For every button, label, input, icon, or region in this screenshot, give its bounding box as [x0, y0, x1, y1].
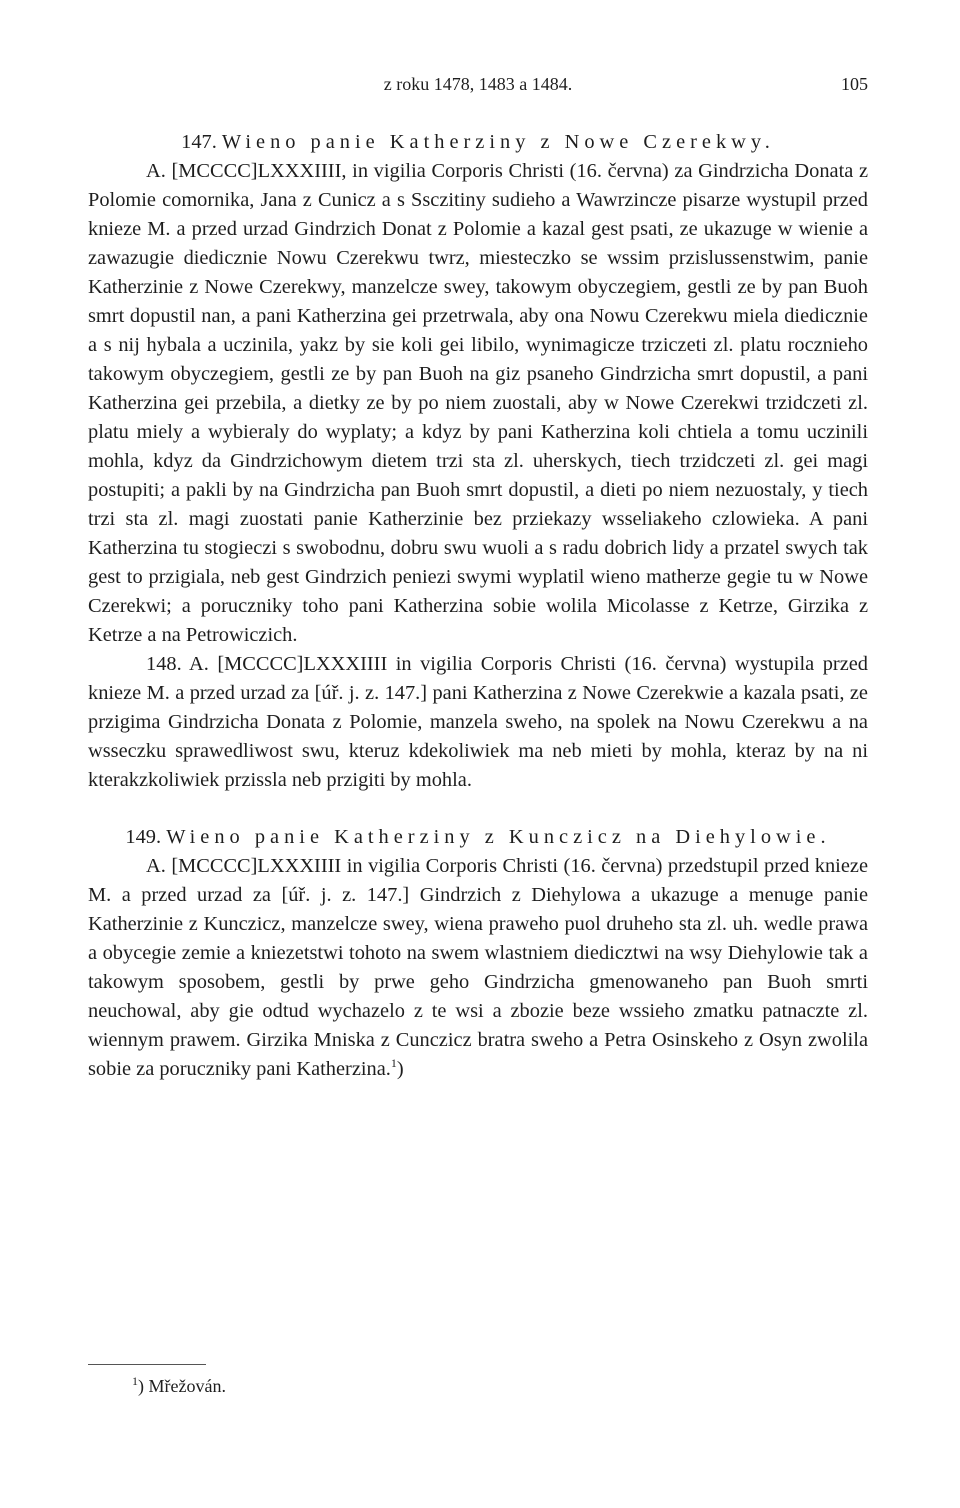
page-number: 105 [841, 74, 868, 94]
footnote-mark: 1 [132, 1374, 138, 1388]
entry-149-text: A. [MCCCC]LXXXIIII in vigilia Corporis Christi (16. června) przedstupil przed knieze M. a przed urzad za [úř. j. z. 147.] Gindrzich z Diehylowa a ukazuge a menuge panie Katherzinie z Kunczicz, manzelcze swey, wiena praweho puol druheho sta zl. uh. wedle prawa a obycegie zemie a kniezetstwi tohoto na swem wlastniem diedicztwi na wsy Diehylowie tak a takowym sposobem, gestli by prwe geho Gindrzicha gmenowaneho pan Buoh smrti neuchowal, aby gie odtud wychazelo z te wsi a zbozie beze wssieho zmatku patnaczte zl. wiennym prawem. Girzika Mniska z Cunczicz bratra sweho a Petra Osinskeho z Osyn zwolila sobie za porucznikу pani Katherzina. [88, 855, 868, 1080]
footnote: $^1$) Mřežován. [132, 1374, 226, 1396]
entry-148-paragraph: 148. A. [MCCCC]LXXXIIII in vigilia Corporis Christi (16. června) wystupila przed knieze M. a przed urzad za [úř. j. z. 147.] pani Katherzina z Nowe Czerekwie a kazala psati, ze przigima Gindrzicha Donata z Polomie, manzela sweho, na spolek na Nowu Czerekwu a na wsseczku sprawedliwost swu, kteruz kdekoliwiek ma neb mieti by mohla, kteraz by na ni kterakzkoliwiek przissla neb przigiti by mohla. [88, 653, 868, 791]
entry-number: 149. [125, 826, 162, 848]
footnote-divider [88, 1364, 206, 1365]
entry-title-text: Wieno panie Katherziny z Kunczicz na Diehylowie. [166, 826, 831, 848]
footnote-reference-close: ) [396, 1058, 404, 1080]
entry-147-paragraph: A. [MCCCC]LXXXIIII, in vigilia Corporis Christi (16. června) za Gindrzicha Donata z Polomie comornika, Jana z Cunicz a s Ssczitiny sudieho a Wawrzincze pisarze wystupil przed knieze M. a przed urzad Gindrzich Donat z Polomie a kazal gest psati, ze ukazuge w wienie a zawazugie diedicznie Nowu Czerekwu twrz, miesteczko se wssim przislussenstwim, panie Katherzinie z Nowe Czerekwy, manzelcze swey, takowym obyczegiem, gestli ze by pan Buoh smrt dopustil nan, a pani Katherzina gei przetrwala, aby ona Nowu Czerekwu miela diedicznie a s nij hybala a uczinila, yakz by sie koli gei libilo, wynimagicze trziczeti zl. platu rocznieho takowym obyczegiem, gestli ze by pan Buoh na giz psaneho Gindrzicha smrt dopustil, a pani Katherzina gei przebila, a dietky ze by po niem zuostali, aby w Nowe Czerekwi trzidczeti zl. platu miely a wybieraly do wyplaty; a kdyz by pani Katherzina koli chtiela a tomu uczinili mohla, kdyz da Gindrzichowym dietem trzi sta zl. uherskych, tiech trzidczeti zl. gei magi postupiti; a pakli by na Gindrzicha pan Buoh smrt dopustil, a dieti po niem nezuostaly, y tiech trzi sta zl. magi zuostati panie Katherzinie bez prziekazy wsseliakeho czlowieka. A pani Katherzina tu stogieczi s swobodnu, dobru swu wuoli a s radu dobrich lidy a przatel swych tak gest to przigiala, neb gest Gindrzich peniezi swymi wyplatil wieno matherze gegie tu w Nowe Czerekwi; a porucznikу toho pani Katherzina sobie wolila Micolasse z Ketrze, Girzika z Ketrze a na Petrowiczich. [88, 160, 868, 646]
entry-heading-149 [88, 823, 868, 852]
section-gap [88, 795, 868, 823]
document-body [88, 128, 868, 1084]
entry-title-text: Wieno panie Katherziny z Nowe Czerekwy. [221, 131, 775, 153]
entry-149-paragraph [88, 852, 868, 1084]
footnote-text: Mřežován. [148, 1376, 226, 1396]
footnote-reference: 1 [390, 1056, 397, 1071]
running-head-title: z roku 1478, 1483 a 1484. [383, 74, 573, 94]
running-head [88, 74, 868, 100]
entry-number: 147. [181, 131, 217, 153]
entry-heading-147 [88, 128, 868, 157]
